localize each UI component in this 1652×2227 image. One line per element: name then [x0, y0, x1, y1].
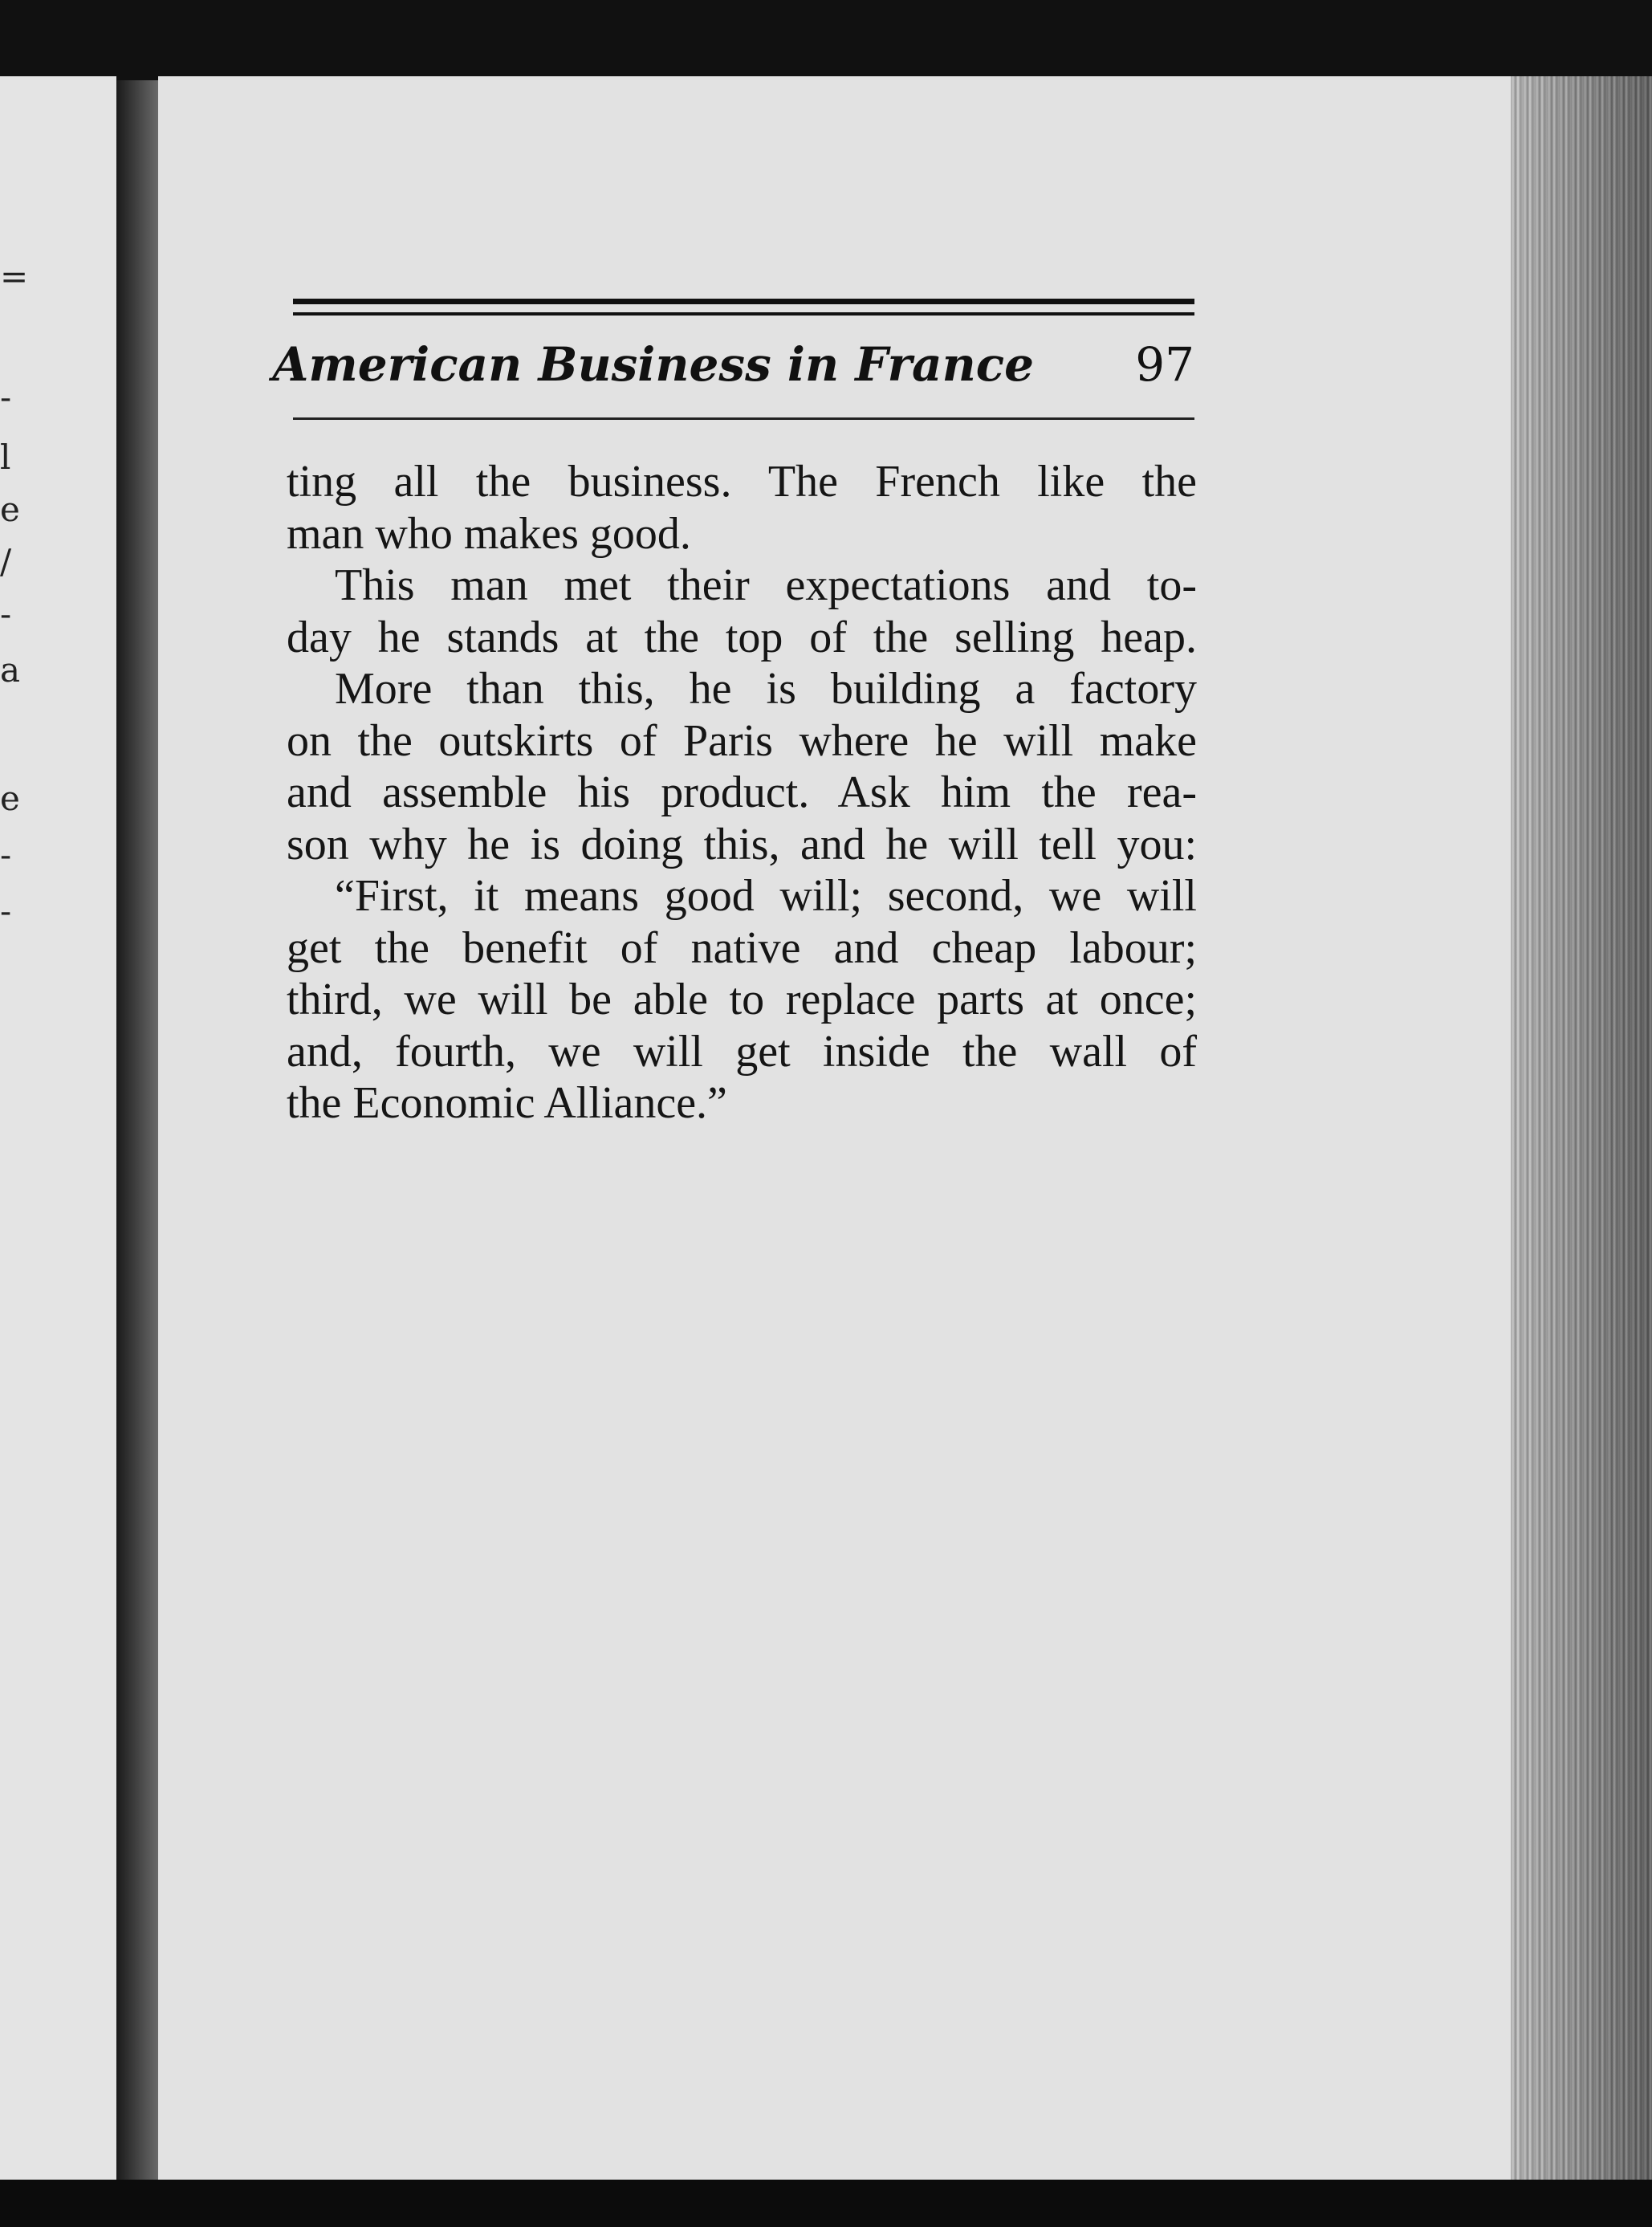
running-header	[272, 337, 1194, 393]
text-line: and, fourth, we will get inside the wall of	[287, 1026, 1197, 1077]
text-line: This man met their expectations and to-	[335, 560, 1197, 610]
body-text	[287, 456, 1197, 1130]
left-fragment: e	[0, 490, 20, 529]
text-line: third, we will be able to replace parts at once;	[287, 975, 1197, 1024]
left-page	[0, 76, 116, 2180]
page-stack-edge	[1511, 76, 1652, 2196]
left-fragment: -	[0, 594, 12, 633]
left-fragment: a	[0, 650, 21, 690]
text-line: son why he is doing this, and he will tell you:	[287, 819, 1197, 869]
text-line: the Economic Alliance.”	[287, 1078, 727, 1128]
scan-bottom-border	[0, 2180, 1652, 2227]
header-rule-thin	[293, 312, 1194, 316]
left-fragment: l	[0, 438, 11, 477]
text-line: “First, it means good will; second, we will	[335, 871, 1197, 921]
page-number: 97	[1135, 337, 1194, 392]
text-line: More than this, he is building a factory	[335, 664, 1197, 714]
text-line: man who makes good.	[287, 508, 691, 559]
header-rule-under	[293, 417, 1194, 420]
left-fragment: -	[0, 891, 12, 930]
text-line: and assemble his product. Ask him the rea-	[287, 767, 1197, 817]
header-rule-thick	[293, 299, 1194, 304]
left-fragment: -	[0, 377, 12, 417]
left-fragment: /	[0, 542, 12, 581]
text-line: ting all the business. The French like the	[287, 457, 1197, 507]
text-line: get the benefit of native and cheap labour;	[287, 922, 1197, 973]
left-fragment: =	[0, 257, 29, 296]
left-fragment: e	[0, 779, 20, 818]
book-gutter	[116, 80, 158, 2184]
running-title: American Business in France	[272, 337, 1034, 392]
left-fragment: -	[0, 835, 12, 874]
text-line: day he stands at the top of the selling heap.	[287, 612, 1197, 662]
text-line: on the outskirts of Paris where he will make	[287, 715, 1197, 766]
